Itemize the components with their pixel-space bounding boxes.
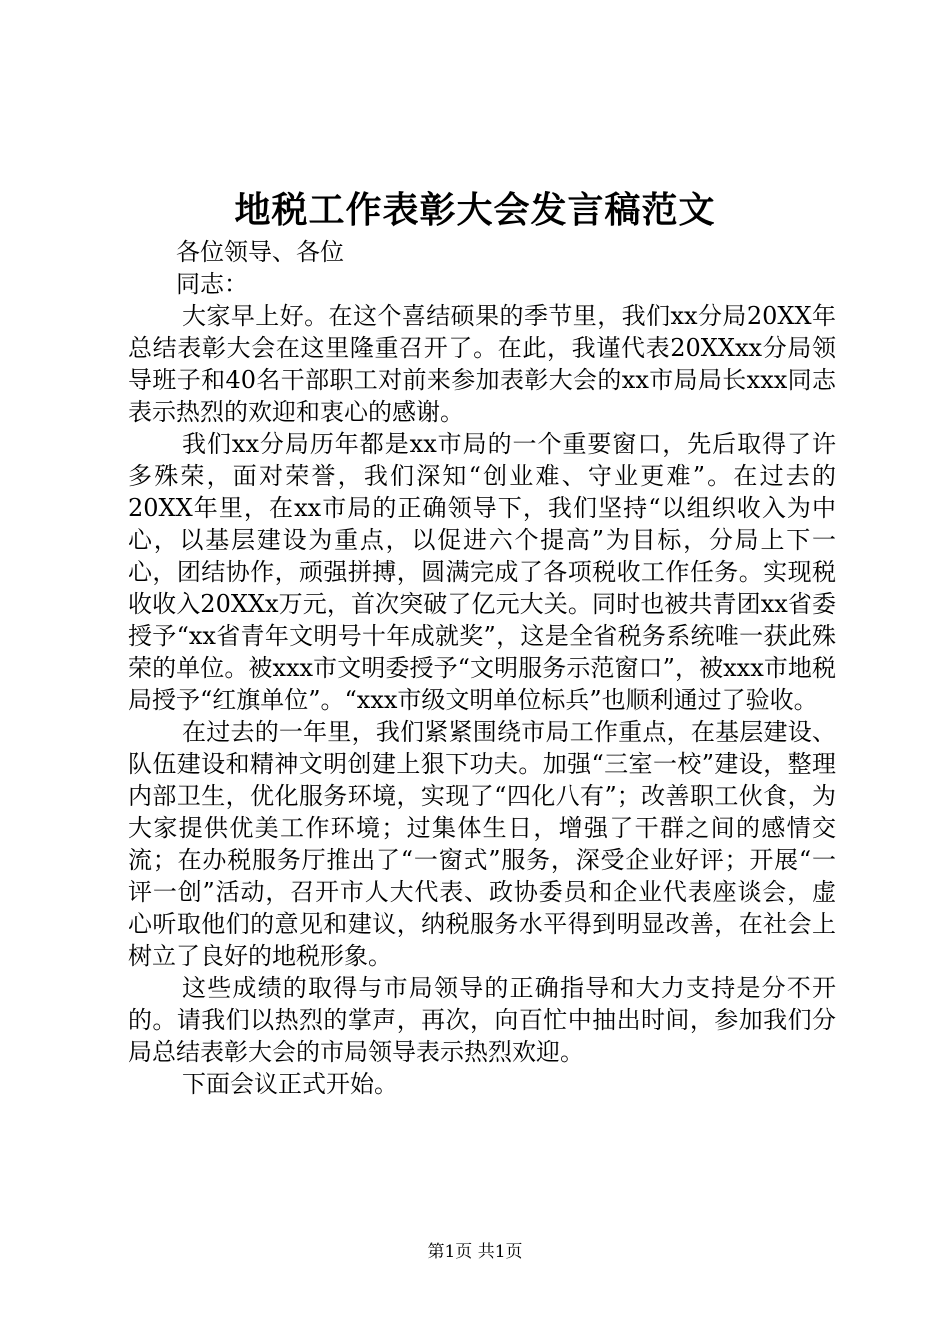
paragraph-past-year: 在过去的一年里，我们紧紧围绕市局工作重点，在基层建设、队伍建设和精神文明创建上狠下功夫。加强“三室一校”建设，整理内部卫生，优化服务环境，实现了“四化八有”；改善职工伙食，为大家提供优美工作环境；过集体生日，增强了干群之间的感情交流；在办税服务厅推出了“一窗式”服务，深受企业好评；开展“一评一创”活动，召开市人大代表、政协委员和企业代表座谈会，虚心听取他们的意见和建议，纳税服务水平得到明显改善，在社会上树立了良好的地税形象。 bbox=[128, 718, 836, 970]
salutation-line-2: 同志： bbox=[176, 270, 248, 298]
page-number-footer: 第1页 共1页 bbox=[427, 1242, 523, 1262]
document-body bbox=[128, 236, 836, 1100]
paragraph-greeting: 大家早上好。在这个喜结硕果的季节里，我们xx分局20XX年总结表彰大会在这里隆重召开了。在此，我谨代表20XXxx分局领导班子和40名干部职工对前来参加表彰大会的xx市局局长xxx同志表示热烈的欢迎和衷心的感谢。 bbox=[128, 302, 836, 426]
page-title: 地税工作表彰大会发言稿范文 bbox=[234, 189, 716, 231]
paragraph-achievements: 我们xx分局历年都是xx市局的一个重要窗口，先后取得了许多殊荣，面对荣誉，我们深知“创业难、守业更难”。在过去的20XX年里，在xx市局的正确领导下，我们坚持“以组织收入为中心，以基层建设为重点，以促进六个提高”为目标，分局上下一心，团结协作，顽强拼搏，圆满完成了各项税收工作任务。实现税收收入20XXx万元，首次突破了亿元大关。同时也被共青团xx省委授予“xx省青年文明号十年成就奖”，这是全省税务系统唯一获此殊荣的单位。被xxx市文明委授予“文明服务示范窗口”，被xxx市地税局授予“红旗单位”。“xxx市级文明单位标兵”也顺利通过了验收。 bbox=[128, 430, 836, 714]
salutation-line-1: 各位领导、各位 bbox=[176, 238, 344, 266]
paragraph-thanks: 这些成绩的取得与市局领导的正确指导和大力支持是分不开的。请我们以热烈的掌声，再次，向百忙中抽出时间，参加我们分局总结表彰大会的市局领导表示热烈欢迎。 bbox=[128, 974, 836, 1066]
paragraph-meeting-start: 下面会议正式开始。 bbox=[182, 1070, 398, 1098]
